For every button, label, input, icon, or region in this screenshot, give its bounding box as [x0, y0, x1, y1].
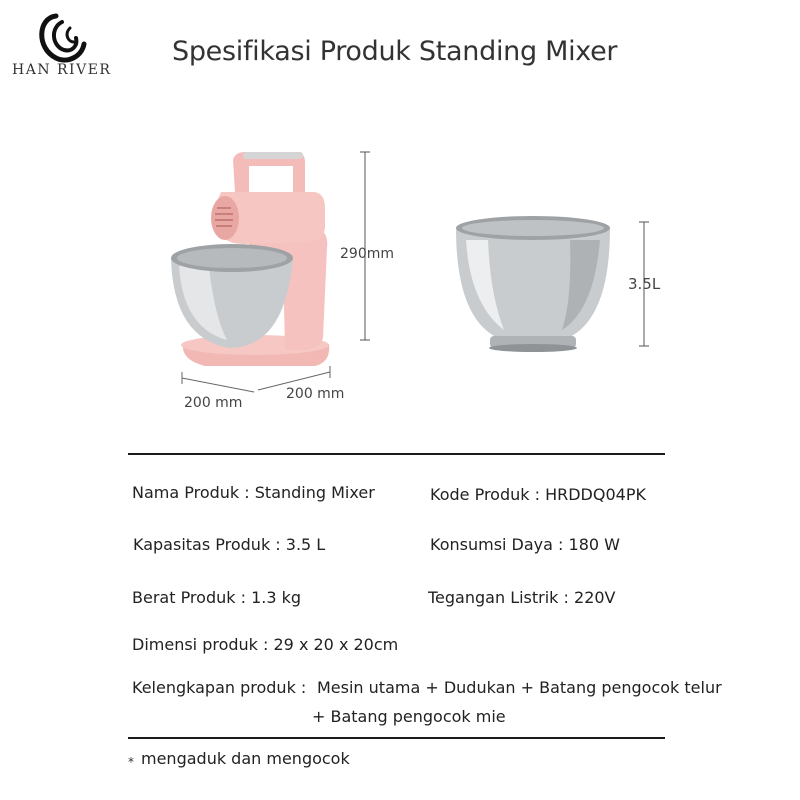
height-label: 290mm [340, 246, 394, 262]
depth-label: 200 mm [184, 395, 243, 411]
spec-nama-produk: Nama Produk : Standing Mixer [132, 483, 375, 502]
steel-bowl-image [450, 214, 616, 354]
spec-dimensi: Dimensi produk : 29 x 20 x 20cm [132, 635, 399, 654]
footnote-marker: * [128, 755, 134, 769]
width-label: 200 mm [286, 386, 345, 402]
spec-berat: Berat Produk : 1.3 kg [132, 588, 302, 607]
spec-kelengkapan-line1: Mesin utama + Dudukan + Batang pengocok telur [317, 678, 722, 697]
divider-bottom [128, 737, 665, 739]
spec-kode-produk: Kode Produk : HRDDQ04PK [430, 485, 646, 504]
divider-top [128, 453, 665, 455]
bowl-capacity-label: 3.5L [628, 275, 661, 293]
spec-kapasitas: Kapasitas Produk : 3.5 L [133, 535, 326, 554]
spec-kelengkapan-label: Kelengkapan produk : [132, 678, 307, 697]
footnote-text: mengaduk dan mengocok [141, 749, 350, 768]
brand-name: HAN RIVER [12, 62, 112, 78]
stand-mixer-image [165, 148, 345, 378]
spec-tegangan: Tegangan Listrik : 220V [428, 588, 616, 607]
spec-konsumsi-daya: Konsumsi Daya : 180 W [430, 535, 620, 554]
spec-kelengkapan-line2: + Batang pengocok mie [312, 707, 506, 726]
page-title: Spesifikasi Produk Standing Mixer [172, 36, 618, 67]
